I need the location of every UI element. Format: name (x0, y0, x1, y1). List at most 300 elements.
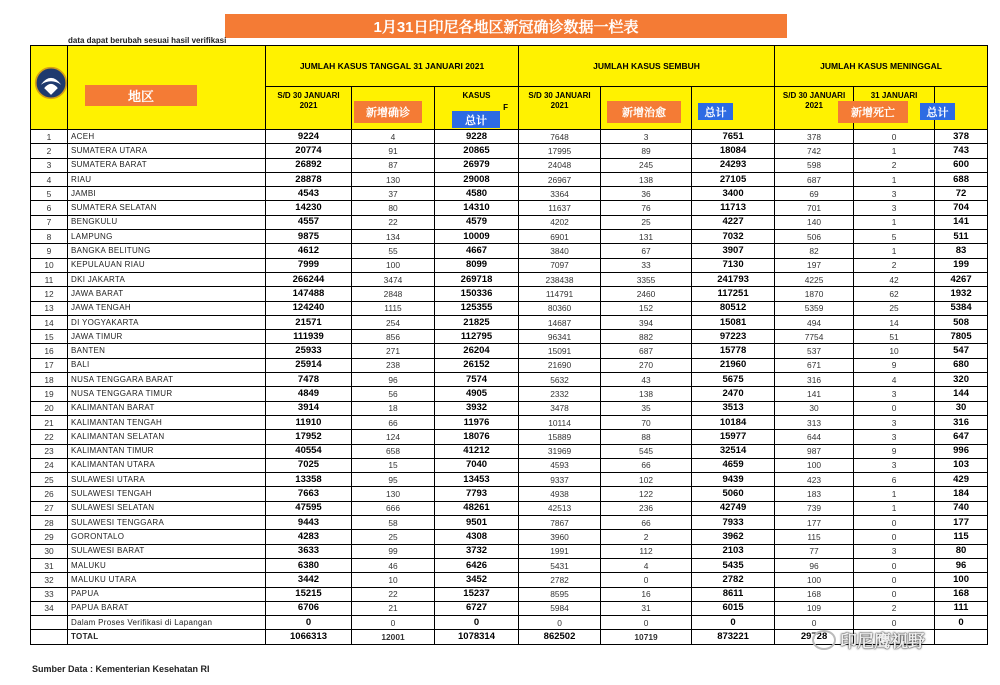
cell-region: MALUKU (68, 558, 266, 572)
table-row (31, 301, 988, 315)
cell-no: 28 (31, 516, 68, 530)
cell-c-new: 10 (352, 573, 435, 587)
cell-r-new: 31 (601, 601, 692, 615)
cell-r-new: 0 (601, 573, 692, 587)
cell-region: NUSA TENGGARA TIMUR (68, 387, 266, 401)
cell-d-new: 3 (854, 458, 935, 472)
cell-r-new: 882 (601, 330, 692, 344)
cell-r-total: 9439 (692, 473, 775, 487)
cell-d-new: 6 (854, 473, 935, 487)
cell-r-new: 66 (601, 458, 692, 472)
cell-d-sd: 183 (775, 487, 854, 501)
cell-d-total: 316 (935, 415, 988, 429)
cell-r-new: 545 (601, 444, 692, 458)
cell-d-total: 1932 (935, 287, 988, 301)
cell-c-total: 112795 (435, 330, 519, 344)
cell-d-sd: 701 (775, 201, 854, 215)
cell-region: KALIMANTAN UTARA (68, 458, 266, 472)
recovered-group-header: JUMLAH KASUS SEMBUH (519, 46, 775, 87)
cell-r-sd: 42513 (519, 501, 601, 515)
cell-r-sd: 80360 (519, 301, 601, 315)
cell-c-new: 856 (352, 330, 435, 344)
cell-r-new: 236 (601, 501, 692, 515)
cell-d-new: 0 (854, 587, 935, 601)
cell-c-new: 1115 (352, 301, 435, 315)
cell-r-total: 32514 (692, 444, 775, 458)
recovered-total-label: 总计 (698, 103, 733, 120)
cell-c-sd: 25914 (266, 358, 352, 372)
cell-r-new: 112 (601, 544, 692, 558)
cell-no: 31 (31, 558, 68, 572)
cell-c-total: 7040 (435, 458, 519, 472)
cell-r-sd: 31969 (519, 444, 601, 458)
cell-d-new: 9 (854, 358, 935, 372)
table-row (31, 430, 988, 444)
cell-c-new: 4 (352, 130, 435, 144)
cell-r-total: 10184 (692, 415, 775, 429)
cell-region: LAMPUNG (68, 230, 266, 244)
wechat-icon (812, 630, 836, 650)
verification-note: data dapat berubah sesuai hasil verifikasi (68, 36, 227, 45)
cell-r-sd: 17995 (519, 144, 601, 158)
cell-no: 5 (31, 187, 68, 201)
cell-no: 25 (31, 473, 68, 487)
cell-d-new: 1 (854, 215, 935, 229)
cell-region: ACEH (68, 130, 266, 144)
cell-region: SUMATERA BARAT (68, 158, 266, 172)
cell-c-sd: 111939 (266, 330, 352, 344)
table-row (31, 230, 988, 244)
deaths-sd-header: S/D 30 JANUARI 2021 (775, 87, 854, 130)
cell-d-sd: 0 (775, 616, 854, 630)
cell-r-new: 67 (601, 244, 692, 258)
cell-c-total: 269718 (435, 272, 519, 286)
cell-r-new: 138 (601, 172, 692, 186)
cell-d-new: 3 (854, 430, 935, 444)
cell-d-sd: 30 (775, 401, 854, 415)
cell-c-total: 20865 (435, 144, 519, 158)
cell-r-new: 245 (601, 158, 692, 172)
cell-c-new: 130 (352, 487, 435, 501)
cell-r-total: 0 (692, 616, 775, 630)
table-row (31, 458, 988, 472)
cell-r-new: 687 (601, 344, 692, 358)
cell-no: 26 (31, 487, 68, 501)
cell-c-new: 22 (352, 587, 435, 601)
cell-r-new: 394 (601, 315, 692, 329)
cell-no: 13 (31, 301, 68, 315)
cell-c-sd: 20774 (266, 144, 352, 158)
cell-d-new: 62 (854, 287, 935, 301)
cell-no: 11 (31, 272, 68, 286)
cell-c-sd: 147488 (266, 287, 352, 301)
cell-r-total: 3907 (692, 244, 775, 258)
table-row (31, 373, 988, 387)
cell-c-sd: 7663 (266, 487, 352, 501)
cell-no: 2 (31, 144, 68, 158)
cell-r-sd: 10114 (519, 415, 601, 429)
cell-c-total: 48261 (435, 501, 519, 515)
cell-r-total: 97223 (692, 330, 775, 344)
cell-r-total: 80512 (692, 301, 775, 315)
cell-c-sd: 14230 (266, 201, 352, 215)
cell-r-new: 152 (601, 301, 692, 315)
cell-c-sd: 3633 (266, 544, 352, 558)
cell-r-new: 88 (601, 430, 692, 444)
cell-c-new: 2848 (352, 287, 435, 301)
cell-r-sd: 2782 (519, 573, 601, 587)
table-row (31, 573, 988, 587)
cell-d-new: 3 (854, 387, 935, 401)
cell-c-sd: 4543 (266, 187, 352, 201)
cell-c-sd: 6380 (266, 558, 352, 572)
data-sheet (30, 45, 972, 645)
cell-d-total: 168 (935, 587, 988, 601)
cell-d-sd: 96 (775, 558, 854, 572)
cell-no: 21 (31, 415, 68, 429)
cell-r-sd: 4593 (519, 458, 601, 472)
cell-c-total: 7793 (435, 487, 519, 501)
table-row (31, 544, 988, 558)
cell-d-total: 80 (935, 544, 988, 558)
table-row (31, 215, 988, 229)
cell-c-sd: 28878 (266, 172, 352, 186)
cell-c-new: 124 (352, 430, 435, 444)
cell-r-new: 270 (601, 358, 692, 372)
table-row (31, 315, 988, 329)
cell-r-new: 102 (601, 473, 692, 487)
deaths-group-header: JUMLAH KASUS MENINGGAL (775, 46, 988, 87)
cell-c-total: 18076 (435, 430, 519, 444)
cell-c-sd: 3442 (266, 573, 352, 587)
cell-c-sd: 17952 (266, 430, 352, 444)
logo-cell (31, 46, 68, 130)
cell-c-total: 4579 (435, 215, 519, 229)
cell-d-total: 996 (935, 444, 988, 458)
table-row (31, 330, 988, 344)
cell-r-total: 24293 (692, 158, 775, 172)
cell-no: 12 (31, 287, 68, 301)
table-row (31, 415, 988, 429)
cell-d-sd: 742 (775, 144, 854, 158)
cell-no: 24 (31, 458, 68, 472)
cell-r-new: 33 (601, 258, 692, 272)
cell-no: 23 (31, 444, 68, 458)
cell-c-sd: 4557 (266, 215, 352, 229)
cell-r-sd: 7867 (519, 516, 601, 530)
total-cell-label: TOTAL (68, 630, 266, 644)
cell-d-sd: 7754 (775, 330, 854, 344)
cell-c-sd: 7999 (266, 258, 352, 272)
cell-c-sd: 15215 (266, 587, 352, 601)
cell-r-new: 43 (601, 373, 692, 387)
cell-d-sd: 671 (775, 358, 854, 372)
cell-no: 3 (31, 158, 68, 172)
cell-r-sd: 15889 (519, 430, 601, 444)
cell-region: RIAU (68, 172, 266, 186)
cell-region: JAMBI (68, 187, 266, 201)
cell-c-new: 15 (352, 458, 435, 472)
cell-c-total: 29008 (435, 172, 519, 186)
cell-region: BENGKULU (68, 215, 266, 229)
cell-d-new: 1 (854, 172, 935, 186)
new-cases-label: 新增确诊 (354, 101, 422, 123)
cell-r-total: 3962 (692, 530, 775, 544)
cell-c-new: 66 (352, 415, 435, 429)
cell-r-sd: 96341 (519, 330, 601, 344)
cell-d-total: 30 (935, 401, 988, 415)
cell-c-total: 125355 (435, 301, 519, 315)
cell-no (31, 616, 68, 630)
table-row (31, 473, 988, 487)
cell-c-total: 26979 (435, 158, 519, 172)
cell-c-total: 9501 (435, 516, 519, 530)
cell-c-new: 238 (352, 358, 435, 372)
cell-d-sd: 100 (775, 458, 854, 472)
cell-d-new: 25 (854, 301, 935, 315)
cell-d-new: 1 (854, 244, 935, 258)
cell-r-sd: 4202 (519, 215, 601, 229)
cell-c-sd: 4283 (266, 530, 352, 544)
cell-d-total: 100 (935, 573, 988, 587)
total-cell-empty (31, 630, 68, 644)
cell-no: 22 (31, 430, 68, 444)
cell-no: 1 (31, 130, 68, 144)
cell-no: 32 (31, 573, 68, 587)
cell-c-total: 6727 (435, 601, 519, 615)
cell-c-sd: 47595 (266, 501, 352, 515)
cell-c-sd: 6706 (266, 601, 352, 615)
table-row (31, 587, 988, 601)
cell-r-sd: 238438 (519, 272, 601, 286)
cell-r-sd: 4938 (519, 487, 601, 501)
table-body (31, 130, 988, 645)
cell-d-sd: 140 (775, 215, 854, 229)
cell-no: 8 (31, 230, 68, 244)
cell-region: PAPUA (68, 587, 266, 601)
cell-no: 17 (31, 358, 68, 372)
cell-r-total: 15977 (692, 430, 775, 444)
cell-region: SULAWESI UTARA (68, 473, 266, 487)
cell-d-new: 0 (854, 573, 935, 587)
cell-c-total: 6426 (435, 558, 519, 572)
cell-r-total: 6015 (692, 601, 775, 615)
cell-d-sd: 197 (775, 258, 854, 272)
watermark (812, 627, 925, 652)
cell-r-total: 42749 (692, 501, 775, 515)
cell-no: 27 (31, 501, 68, 515)
cell-region: SULAWESI TENGGARA (68, 516, 266, 530)
cell-c-sd: 0 (266, 616, 352, 630)
table-row (31, 501, 988, 515)
cell-d-new: 1 (854, 501, 935, 515)
cell-d-sd: 141 (775, 387, 854, 401)
cell-d-total: 199 (935, 258, 988, 272)
cell-r-new: 25 (601, 215, 692, 229)
cell-d-new: 3 (854, 201, 935, 215)
cell-d-total: 320 (935, 373, 988, 387)
cell-c-new: 271 (352, 344, 435, 358)
cell-r-total: 4659 (692, 458, 775, 472)
cell-r-total: 15081 (692, 315, 775, 329)
cell-c-new: 0 (352, 616, 435, 630)
cell-r-new: 66 (601, 516, 692, 530)
cell-c-total: 3452 (435, 573, 519, 587)
cell-c-total: 26152 (435, 358, 519, 372)
total-cell-r-new: 10719 (601, 630, 692, 644)
cell-d-total: 508 (935, 315, 988, 329)
cell-d-total: 115 (935, 530, 988, 544)
cell-r-sd: 7097 (519, 258, 601, 272)
cell-c-new: 3474 (352, 272, 435, 286)
cell-d-total: 4267 (935, 272, 988, 286)
cell-d-sd: 109 (775, 601, 854, 615)
cell-r-total: 27105 (692, 172, 775, 186)
cell-d-sd: 82 (775, 244, 854, 258)
cell-c-total: 8099 (435, 258, 519, 272)
cell-r-total: 5435 (692, 558, 775, 572)
cell-r-total: 4227 (692, 215, 775, 229)
cell-c-new: 22 (352, 215, 435, 229)
total-cell-r-total: 873221 (692, 630, 775, 644)
cell-region: KALIMANTAN BARAT (68, 401, 266, 415)
table-row (31, 272, 988, 286)
cell-r-total: 241793 (692, 272, 775, 286)
cell-d-new: 2 (854, 258, 935, 272)
cell-c-total: 41212 (435, 444, 519, 458)
cell-d-new: 0 (854, 516, 935, 530)
cell-d-sd: 177 (775, 516, 854, 530)
cell-c-new: 134 (352, 230, 435, 244)
cell-r-sd: 5431 (519, 558, 601, 572)
cell-r-total: 3513 (692, 401, 775, 415)
cell-region: SUMATERA UTARA (68, 144, 266, 158)
table-row (31, 558, 988, 572)
cell-no: 30 (31, 544, 68, 558)
cell-d-total: 704 (935, 201, 988, 215)
cell-c-total: 10009 (435, 230, 519, 244)
table-row (31, 130, 988, 144)
cell-no: 4 (31, 172, 68, 186)
cell-c-new: 55 (352, 244, 435, 258)
new-deaths-label: 新增死亡 (838, 101, 908, 123)
cell-c-total: 150336 (435, 287, 519, 301)
table-row (31, 387, 988, 401)
cell-region: SULAWESI BARAT (68, 544, 266, 558)
cell-d-total: 103 (935, 458, 988, 472)
cell-r-new: 3 (601, 130, 692, 144)
cell-d-new: 9 (854, 444, 935, 458)
cell-c-new: 100 (352, 258, 435, 272)
cell-no: 33 (31, 587, 68, 601)
cell-d-sd: 423 (775, 473, 854, 487)
cell-r-total: 3400 (692, 187, 775, 201)
cell-d-sd: 69 (775, 187, 854, 201)
cell-r-new: 131 (601, 230, 692, 244)
cell-r-sd: 24048 (519, 158, 601, 172)
cell-c-total: 21825 (435, 315, 519, 329)
table-row (31, 287, 988, 301)
cell-c-total: 13453 (435, 473, 519, 487)
cell-c-total: 4580 (435, 187, 519, 201)
cell-c-sd: 266244 (266, 272, 352, 286)
region-label: 地区 (85, 85, 197, 106)
cell-d-total: 5384 (935, 301, 988, 315)
cell-d-total: 743 (935, 144, 988, 158)
cell-d-new: 3 (854, 544, 935, 558)
cell-no: 18 (31, 373, 68, 387)
recovered-sd-header: S/D 30 JANUARI 2021 (519, 87, 601, 130)
cell-c-new: 80 (352, 201, 435, 215)
cell-r-new: 16 (601, 587, 692, 601)
cell-region: KALIMANTAN TENGAH (68, 415, 266, 429)
cell-region: DI YOGYAKARTA (68, 315, 266, 329)
cell-r-total: 21960 (692, 358, 775, 372)
cell-c-new: 658 (352, 444, 435, 458)
cell-r-new: 2460 (601, 287, 692, 301)
cell-r-new: 122 (601, 487, 692, 501)
cell-r-total: 7130 (692, 258, 775, 272)
cell-r-sd: 11637 (519, 201, 601, 215)
cell-r-sd: 5984 (519, 601, 601, 615)
cell-r-new: 76 (601, 201, 692, 215)
cell-region: PAPUA BARAT (68, 601, 266, 615)
cell-c-total: 9228 (435, 130, 519, 144)
cell-c-total: 14310 (435, 201, 519, 215)
cell-d-sd: 598 (775, 158, 854, 172)
cell-r-total: 8611 (692, 587, 775, 601)
cases-kasus-tail: F (503, 103, 509, 112)
cell-d-sd: 77 (775, 544, 854, 558)
cell-region: BANGKA BELITUNG (68, 244, 266, 258)
cell-r-sd: 7648 (519, 130, 601, 144)
cell-region: SUMATERA SELATAN (68, 201, 266, 215)
cell-region: DKI JAKARTA (68, 272, 266, 286)
total-cell-empty (935, 630, 988, 644)
cell-c-sd: 124240 (266, 301, 352, 315)
table-row (31, 244, 988, 258)
cell-region: KALIMANTAN TIMUR (68, 444, 266, 458)
cell-c-sd: 13358 (266, 473, 352, 487)
cell-c-new: 87 (352, 158, 435, 172)
cell-r-new: 0 (601, 616, 692, 630)
cell-c-total: 7574 (435, 373, 519, 387)
cell-region: JAWA TENGAH (68, 301, 266, 315)
cell-d-sd: 316 (775, 373, 854, 387)
cell-r-sd: 3478 (519, 401, 601, 415)
table-row (31, 158, 988, 172)
cell-region: KALIMANTAN SELATAN (68, 430, 266, 444)
cell-d-sd: 313 (775, 415, 854, 429)
cell-c-sd: 40554 (266, 444, 352, 458)
covid-table (30, 45, 988, 645)
cell-c-new: 25 (352, 530, 435, 544)
cell-r-new: 70 (601, 415, 692, 429)
cell-r-total: 2103 (692, 544, 775, 558)
cell-d-new: 0 (854, 530, 935, 544)
total-cell-r-sd: 862502 (519, 630, 601, 644)
table-row (31, 601, 988, 615)
cell-r-sd: 1991 (519, 544, 601, 558)
cell-d-total: 740 (935, 501, 988, 515)
cell-r-sd: 21690 (519, 358, 601, 372)
table-row (31, 201, 988, 215)
cell-d-new: 10 (854, 344, 935, 358)
cell-d-sd: 644 (775, 430, 854, 444)
cell-d-total: 141 (935, 215, 988, 229)
cell-c-total: 0 (435, 616, 519, 630)
cell-d-sd: 494 (775, 315, 854, 329)
